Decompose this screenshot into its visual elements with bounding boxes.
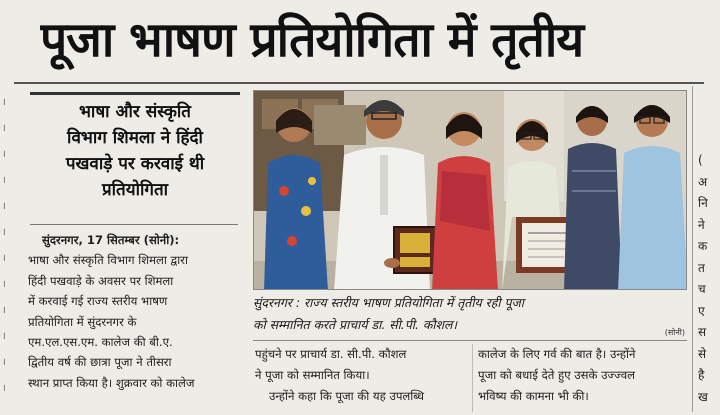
cutoff-glyph: त [698, 260, 705, 275]
body-line: द्वितीय वर्ष की छात्रा पूजा ने तीसरा [28, 355, 172, 370]
cutoff-glyph: क [698, 239, 708, 253]
adjacent-article-cutoff [698, 150, 720, 410]
body-line: स्थान प्राप्त किया है। शुक्रवार को कालेज [28, 375, 195, 390]
cutoff-glyph: ए [698, 303, 705, 318]
left-margin-marks: । । । । । । । । । । । । [2, 97, 6, 394]
award-plaque-icon [394, 227, 436, 273]
body-line: ने पूजा को सम्मानित किया। [255, 368, 370, 382]
cutoff-glyph: नि [698, 196, 708, 210]
headline-rule [14, 82, 704, 84]
body-line: में करवाई गई राज्य स्तरीय भाषण [28, 294, 168, 309]
cutoff-glyph: ( [698, 153, 703, 167]
body-line: कालेज के लिए गर्व की बात है। उन्होंने [478, 347, 636, 361]
cutoff-glyph: से [698, 346, 707, 361]
subheadline-rule [30, 224, 238, 225]
news-photo [253, 90, 687, 290]
body-line: प्रतियोगिता में सुंदरनगर के [28, 314, 137, 329]
group-photo-illustration [254, 91, 687, 290]
photo-caption [253, 292, 687, 338]
caption-line: सुंदरनगर : राज्य स्तरीय भाषण प्रतियोगिता में तृतीय रही पूजा [253, 295, 524, 310]
body-line: पहुंचने पर प्राचार्य डा. सी.पी. कौशल [255, 347, 407, 361]
photo-credit: (सोनी) [664, 328, 685, 337]
article-body-left-column [28, 230, 242, 410]
body-line: उन्होंने कहा कि पूजा की यह उपलब्धि [269, 389, 425, 403]
caption-line: को सम्मानित करते प्राचार्य डा. सी.पी. कौशल। [253, 317, 458, 332]
adjacent-column-rule [692, 86, 693, 412]
subheadline-line: भाषा और संस्कृति [78, 102, 192, 122]
cutoff-glyph: ने [698, 217, 705, 232]
cutoff-glyph: स [698, 325, 707, 339]
column-divider [472, 344, 473, 412]
body-line: भविष्य की कामना भी की। [478, 389, 589, 403]
body-line: पूजा को बधाई देते हुए उसके उज्ज्वल [478, 368, 636, 382]
subheadline-line: पखवाड़े पर करवाई थी [65, 154, 205, 174]
body-line: एम.एल.एस.एम. कालेज की बी.ए. [28, 335, 173, 350]
subheadline-box [30, 92, 240, 216]
cutoff-glyph: है [698, 368, 705, 382]
body-line: हिंदी पखवाड़े के अवसर पर शिमला [28, 273, 174, 288]
subheadline-line: प्रतियोगिता [101, 180, 169, 200]
caption-rule [253, 340, 687, 341]
dateline: सुंदरनगर, 17 सितम्बर (सोनी): [42, 233, 180, 247]
cutoff-glyph: अ [698, 174, 708, 189]
cutoff-glyph: च [698, 282, 706, 296]
article-body-right-column [478, 344, 688, 412]
body-line: भाषा और संस्कृति विभाग शिमला द्वारा [28, 253, 188, 268]
headline: पूजा भाषण प्रतियोगिता में तृतीय [40, 12, 584, 68]
article-body-middle-column [255, 344, 467, 412]
subheadline-line: विभाग शिमला ने हिंदी [67, 128, 203, 148]
cutoff-glyph: ख [698, 389, 708, 404]
